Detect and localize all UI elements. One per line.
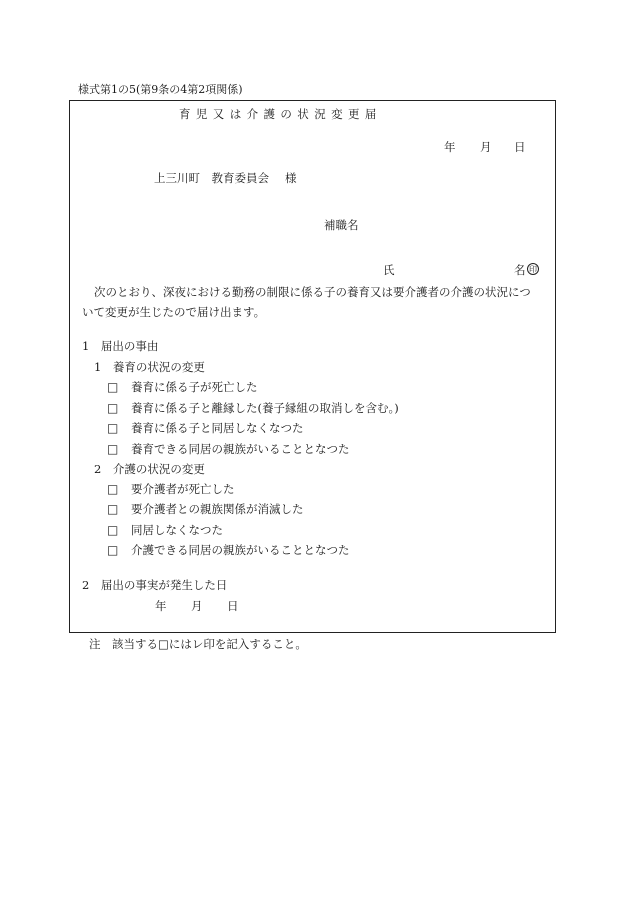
- subsection-2-title: 2 介護の状況の変更: [94, 462, 205, 476]
- checkbox-child-deceased[interactable]: □: [107, 380, 119, 394]
- checkbox-care-not-cohabiting[interactable]: □: [107, 523, 119, 537]
- name-label-first: 氏: [383, 263, 395, 277]
- item-care-relative-available: 介護できる同居の親族がいることとなつた: [131, 543, 350, 557]
- body-text-line-1: 次のとおり、深夜における勤務の制限に係る子の養育又は要介護者の介護の状況につ: [94, 285, 531, 299]
- item-child-deceased: 養育に係る子が死亡した: [131, 380, 258, 394]
- checkbox-child-relative-available[interactable]: □: [107, 442, 119, 456]
- checkbox-care-deceased[interactable]: □: [107, 482, 119, 496]
- document-title: 育児又は介護の状況変更届: [179, 107, 382, 121]
- footnote: 注 該当する□にはレ印を記入すること。: [89, 637, 307, 651]
- event-month-label: 月: [191, 599, 203, 613]
- item-care-deceased: 要介護者が死亡した: [131, 482, 235, 496]
- section-2-title: 2 届出の事実が発生した日: [82, 578, 228, 592]
- addressee-org: 上三川町 教育委員会: [154, 171, 269, 185]
- item-child-dissolved: 養育に係る子と離縁した(養子縁組の取消しを含む。): [131, 401, 399, 415]
- subsection-1-title: 1 養育の状況の変更: [94, 360, 205, 374]
- checkbox-child-dissolved[interactable]: □: [107, 401, 119, 415]
- item-child-not-cohabiting: 養育に係る子と同居しなくなつた: [131, 421, 304, 435]
- position-label: 補職名: [324, 218, 359, 232]
- checkbox-care-relative-available[interactable]: □: [107, 543, 119, 557]
- date-year-label: 年: [444, 140, 456, 154]
- body-text-line-2: いて変更が生じたので届け出ます。: [82, 305, 266, 319]
- item-care-relation-ended: 要介護者との親族関係が消滅した: [131, 502, 304, 516]
- item-care-not-cohabiting: 同居しなくなつた: [131, 523, 223, 537]
- name-label-second: 名: [514, 263, 526, 277]
- checkbox-care-relation-ended[interactable]: □: [107, 502, 119, 516]
- date-day-label: 日: [514, 140, 526, 154]
- addressee-honorific: 様: [285, 171, 297, 185]
- event-year-label: 年: [155, 599, 167, 613]
- event-day-label: 日: [227, 599, 239, 613]
- section-1-title: 1 届出の事由: [82, 339, 159, 353]
- item-child-relative-available: 養育できる同居の親族がいることとなつた: [131, 442, 350, 456]
- seal-mark-icon: 印: [529, 265, 537, 274]
- date-month-label: 月: [480, 140, 492, 154]
- checkbox-child-not-cohabiting[interactable]: □: [107, 421, 119, 435]
- form-number: 様式第1の5(第9条の4第2項関係): [78, 83, 243, 96]
